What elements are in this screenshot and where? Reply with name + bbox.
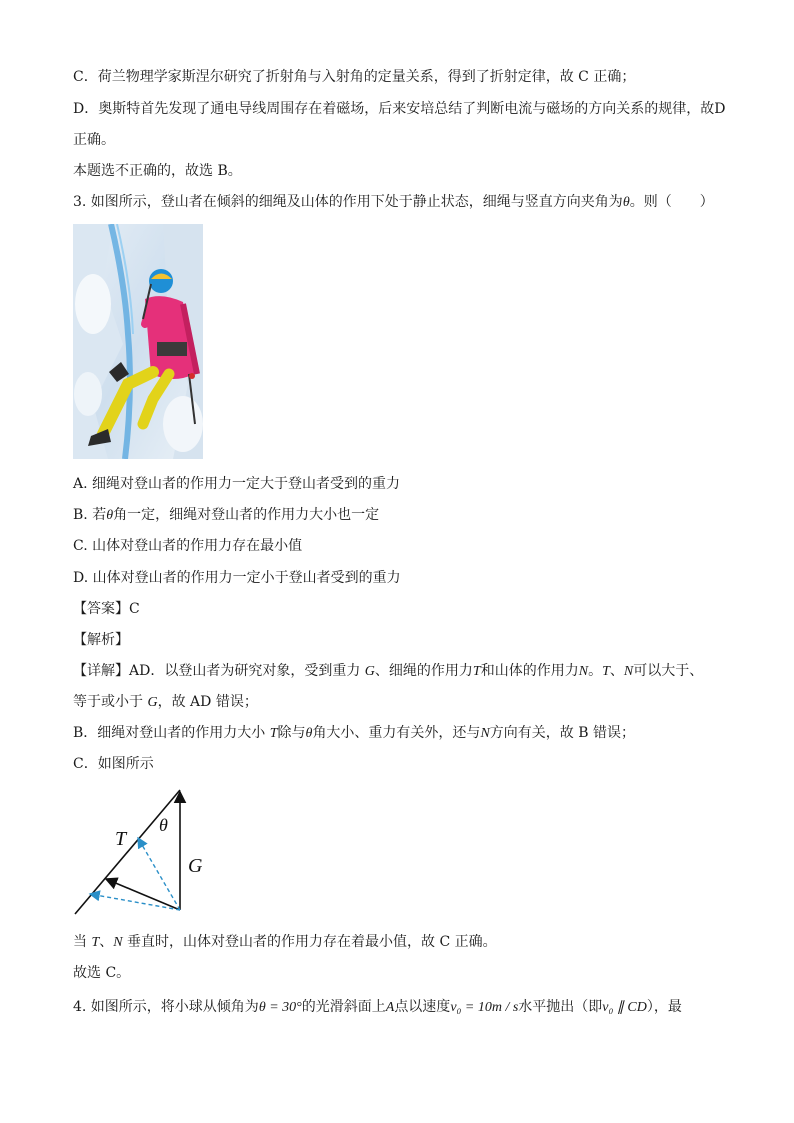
q4-text-e: ），最 (646, 999, 682, 1015)
t-symbol: T (91, 935, 100, 950)
b-text-d: 方向有关，故 B 错误； (489, 725, 635, 741)
d1-text-c: 和山体的作用力 (480, 663, 579, 679)
n-symbol: N (113, 935, 123, 950)
t-symbol: T (269, 726, 278, 741)
text-line-d-statement: D．奥斯特首先发现了通电导线周围存在着磁场，后来安培总结了判断电流与磁场的方向关系的规律，故D (73, 101, 726, 117)
detail-ad-line-1 (73, 662, 703, 681)
q4-text-b: 的光滑斜面上 (301, 999, 386, 1015)
answer-value: C (129, 601, 140, 617)
option-a: A. 细绳对登山者的作用力一定大于登山者受到的重力 (73, 476, 401, 492)
analysis-heading: 【解析】 (73, 632, 129, 648)
c2-text-b: 、 (99, 934, 114, 950)
climber-photo (73, 224, 203, 459)
velocity-parallel: v₀ ∥ CD (602, 1000, 647, 1015)
d1-text-f: 可以大于、 (633, 663, 704, 679)
text-line-c-statement: C．荷兰物理学家斯涅尔研究了折射角与入射角的定量关系，得到了折射定律，故 C 正确； (73, 69, 636, 85)
question-4-stem (73, 998, 682, 1017)
dashed-normal-2 (90, 894, 180, 910)
dashed-normal-1 (138, 838, 180, 910)
q3-text-a: 3. 如图所示，登山者在倾斜的细绳及山体的作用下处于静止状态，细绳与竖直方向夹角为 (73, 194, 623, 210)
option-b (73, 506, 379, 525)
b-text-c: 角大小、重力有关外，还与 (312, 725, 481, 741)
n-symbol: N (623, 664, 634, 679)
detail-c-conclusion (73, 933, 497, 952)
answer-line (73, 600, 140, 618)
t-symbol: T (602, 664, 610, 679)
d1-text-d: 。 (588, 663, 603, 679)
d1-text-e: 、 (609, 663, 624, 679)
q4-text-c: 点以速度 (394, 999, 451, 1015)
q3-text-b: 。则（ ） (629, 194, 714, 210)
option-c: C. 山体对登山者的作用力存在最小值 (73, 538, 303, 554)
option-b-text-a: B. 若 (73, 507, 107, 523)
n-symbol: N (578, 664, 589, 679)
rope-line (75, 790, 180, 914)
label-theta: θ (159, 815, 168, 835)
theta-symbol: θ (305, 726, 313, 741)
text-line-answer-choice: 本题选不正确的，故选 B。 (73, 163, 242, 179)
text-line-d-continued: 正确。 (73, 132, 115, 148)
force-triangle-diagram (70, 782, 220, 920)
theta-equation: θ = 30° (258, 1000, 302, 1015)
d2-text-a: 等于或小于 (73, 694, 148, 710)
velocity-equation: v₀ = 10m / s (450, 1000, 519, 1015)
climber-illustration (73, 224, 203, 459)
g-symbol: G (364, 664, 375, 679)
theta-symbol: θ (622, 195, 630, 210)
n-symbol: N (480, 726, 490, 741)
detail-c-intro: C．如图所示 (73, 756, 154, 772)
force-diagram-svg (70, 782, 220, 920)
final-choice: 故选 C。 (73, 965, 131, 981)
option-b-text-b: 角一定，细绳对登山者的作用力大小也一定 (113, 507, 380, 523)
label-g: G (188, 855, 203, 877)
answer-label: 【答案】 (73, 601, 129, 617)
b-text-a: B．细绳对登山者的作用力大小 (73, 725, 270, 741)
t-symbol: T (472, 664, 481, 679)
d1-text-a: 【详解】AD．以登山者为研究对象，受到重力 (73, 663, 365, 679)
b-text-b: 除与 (277, 725, 306, 741)
label-t: T (115, 828, 127, 850)
c2-text-c: 垂直时，山体对登山者的作用力存在着最小值，故 C 正确。 (122, 934, 497, 950)
q4-text-a: 4. 如图所示，将小球从倾角为 (73, 999, 259, 1015)
c2-text-a: 当 (73, 934, 92, 950)
theta-symbol: θ (106, 508, 114, 523)
a-symbol: A (385, 1000, 395, 1015)
detail-b-line (73, 724, 635, 743)
normal-force-vector (106, 879, 180, 910)
q4-text-d: 水平抛出（即 (518, 999, 603, 1015)
question-3-stem (73, 193, 714, 212)
option-d: D. 山体对登山者的作用力一定小于登山者受到的重力 (73, 570, 401, 586)
d1-text-b: 、细绳的作用力 (374, 663, 473, 679)
detail-ad-line-2 (73, 693, 258, 712)
d2-text-b: ，故 AD 错误； (157, 694, 258, 710)
g-symbol: G (147, 695, 158, 710)
